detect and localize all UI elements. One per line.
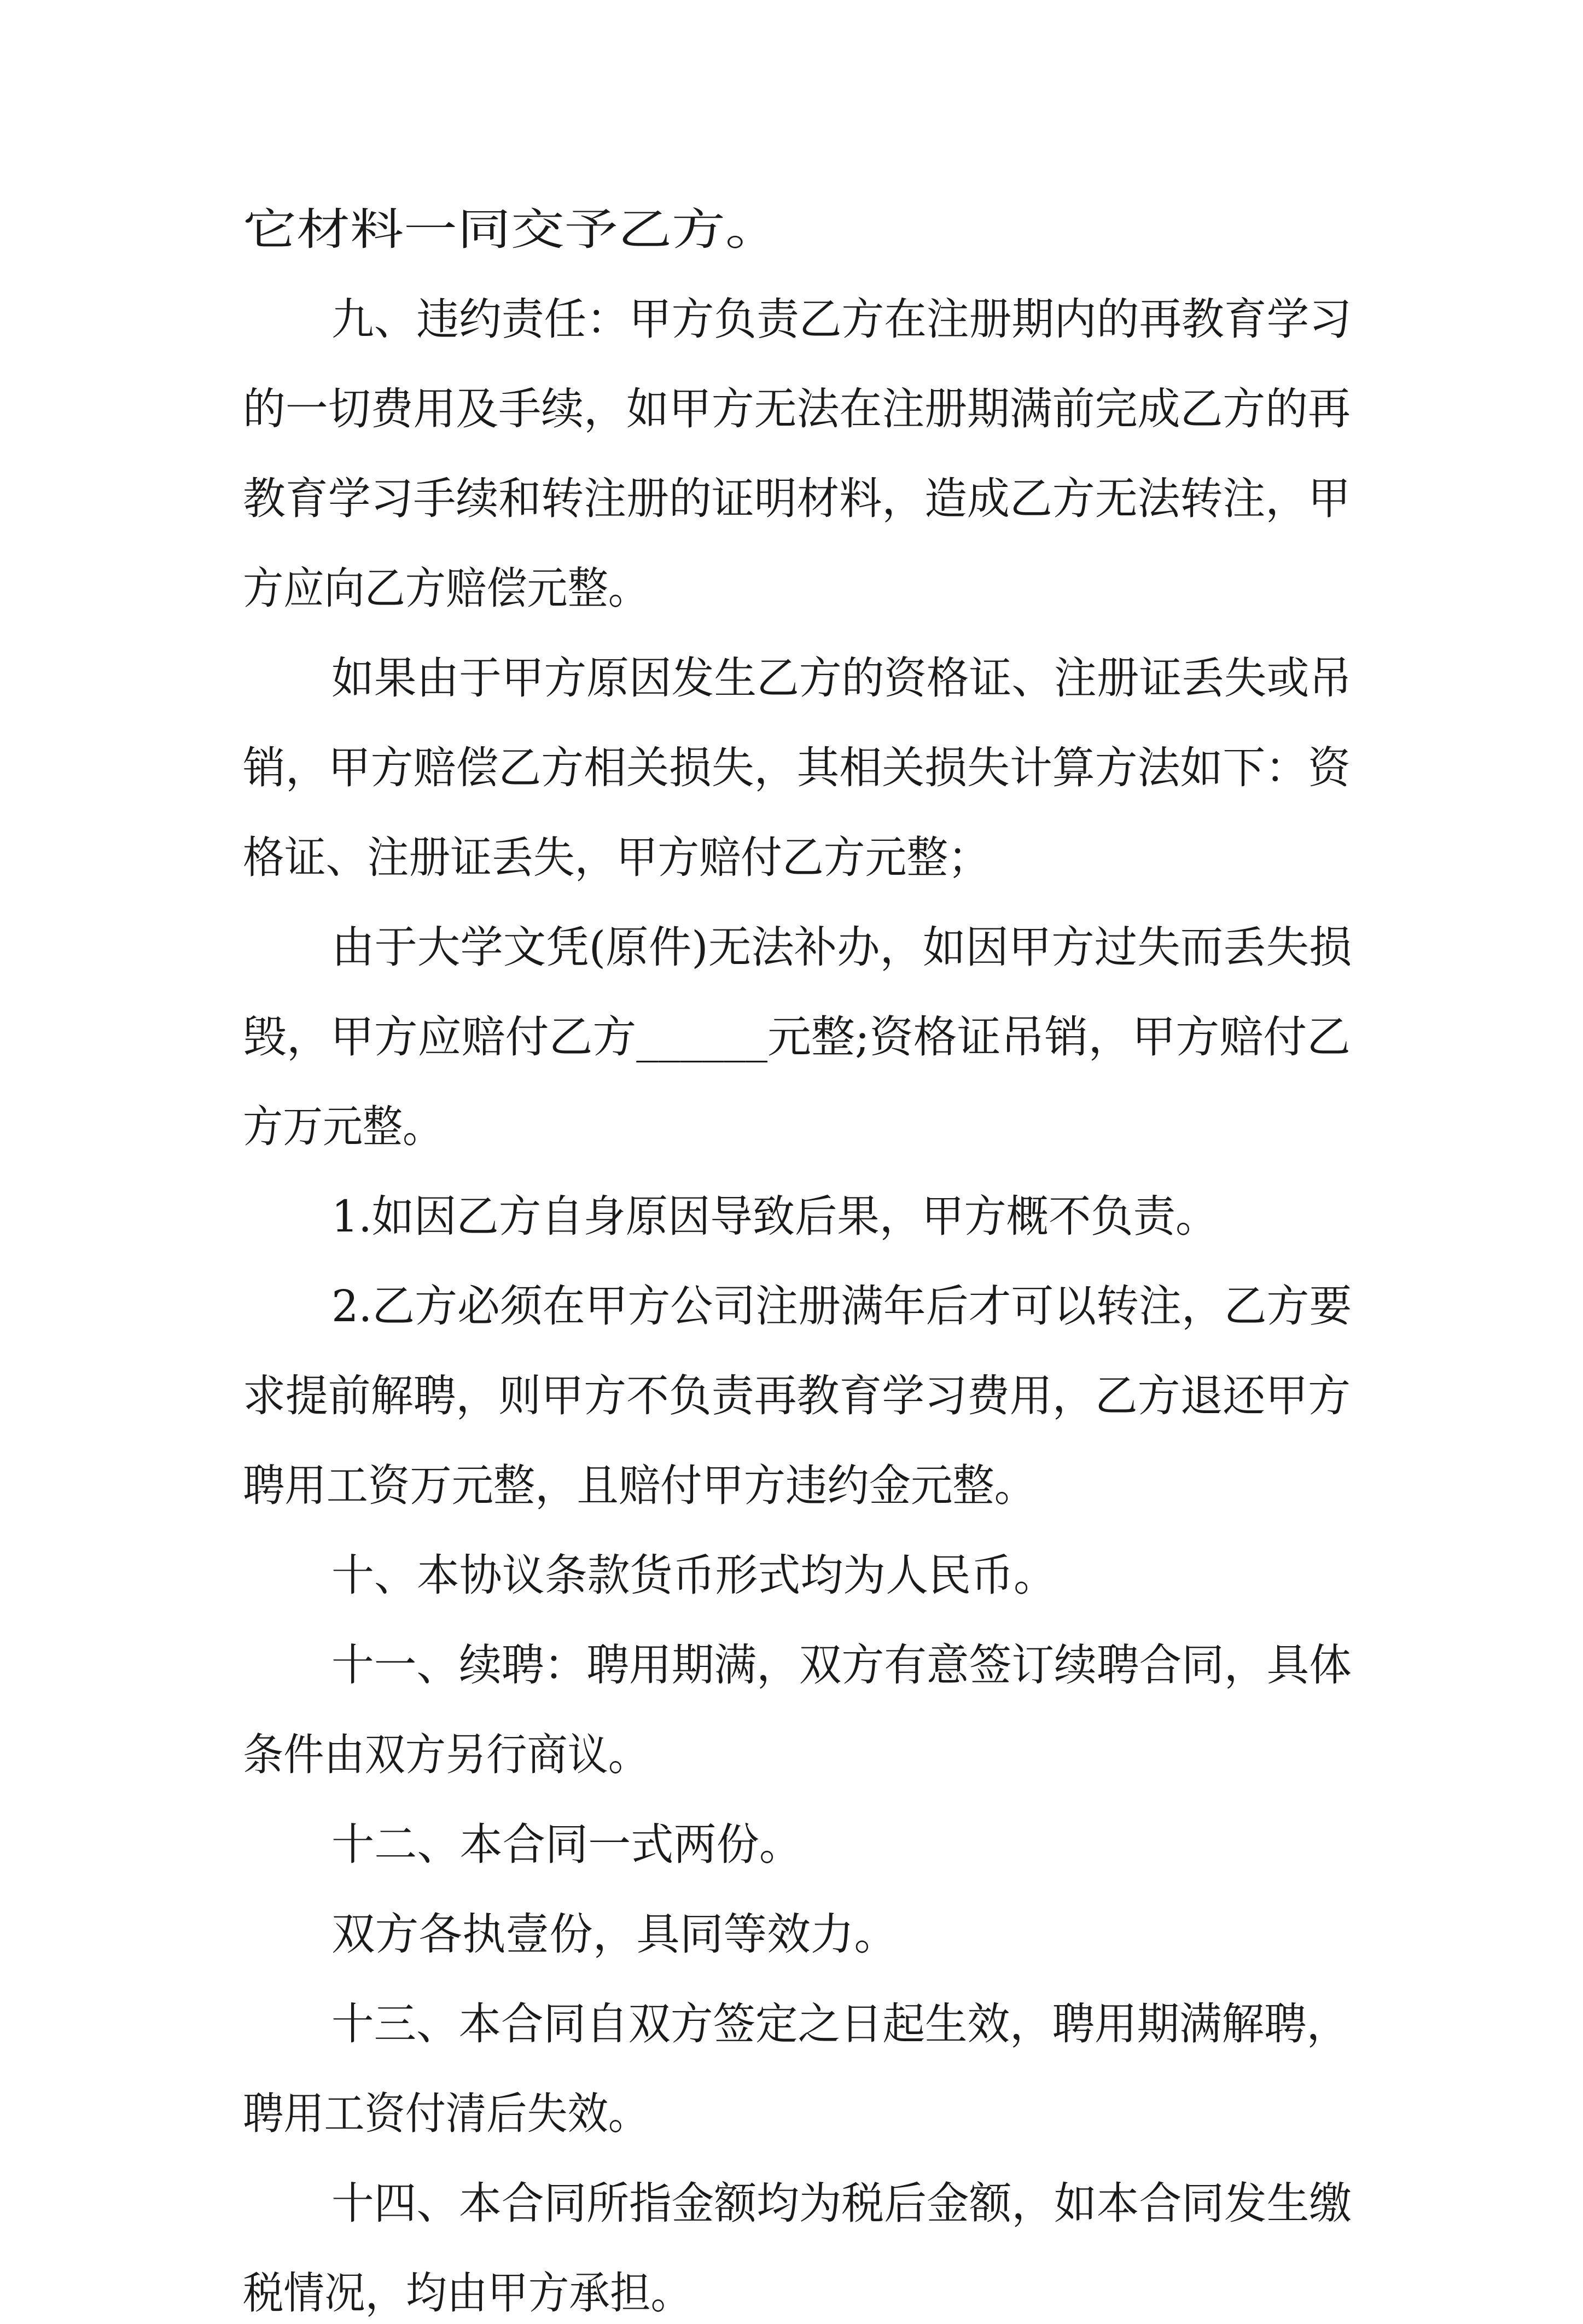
document-page: 它材料一同交予乙方。 九、违约责任：甲方负责乙方在注册期内的再教育学习 的一切费用及手续，如甲方无法在注册期满前完成乙方的再 教育学习手续和转注册的证明材料，造成乙方无法转注，甲 方应向乙方赔偿元整。 如果由于甲方原因发生乙方的资格证、注册证丢失或吊 销，甲方赔偿乙方相关损失，其相关损失计算方法如下：资 格证、注册证丢失，甲方赔付乙方元整； 由于大学文凭(原件)无法补办，如因甲方过失而丢失损 毁，甲方应赔付乙方______元整;资格证吊销，甲方赔付乙 方万元整。 1.如因乙方自身原因导致后果，甲方概不负责。 2.乙方必须在甲方公司注册满年后才可以转注，乙方要 求提前解聘，则甲方不负责再教育学习费用，乙方退还甲方 聘用工资万元整，且赔付甲方违约金元整。 十、本协议条款货币形式均为人民币。 十一、续聘：聘用期满，双方有意签订续聘合同，具体 条件由双方另行商议。 十二、本合同一式两份。 双方各执壹份，具同等效力。 十三、本合同自双方签定之日起生效，聘用期满解聘， 聘用工资付清后失效。 十四、本合同所指金额均为税后金额，如本合同发生缴 税情况，均由甲方承担。 (0, 0, 1583, 2239)
